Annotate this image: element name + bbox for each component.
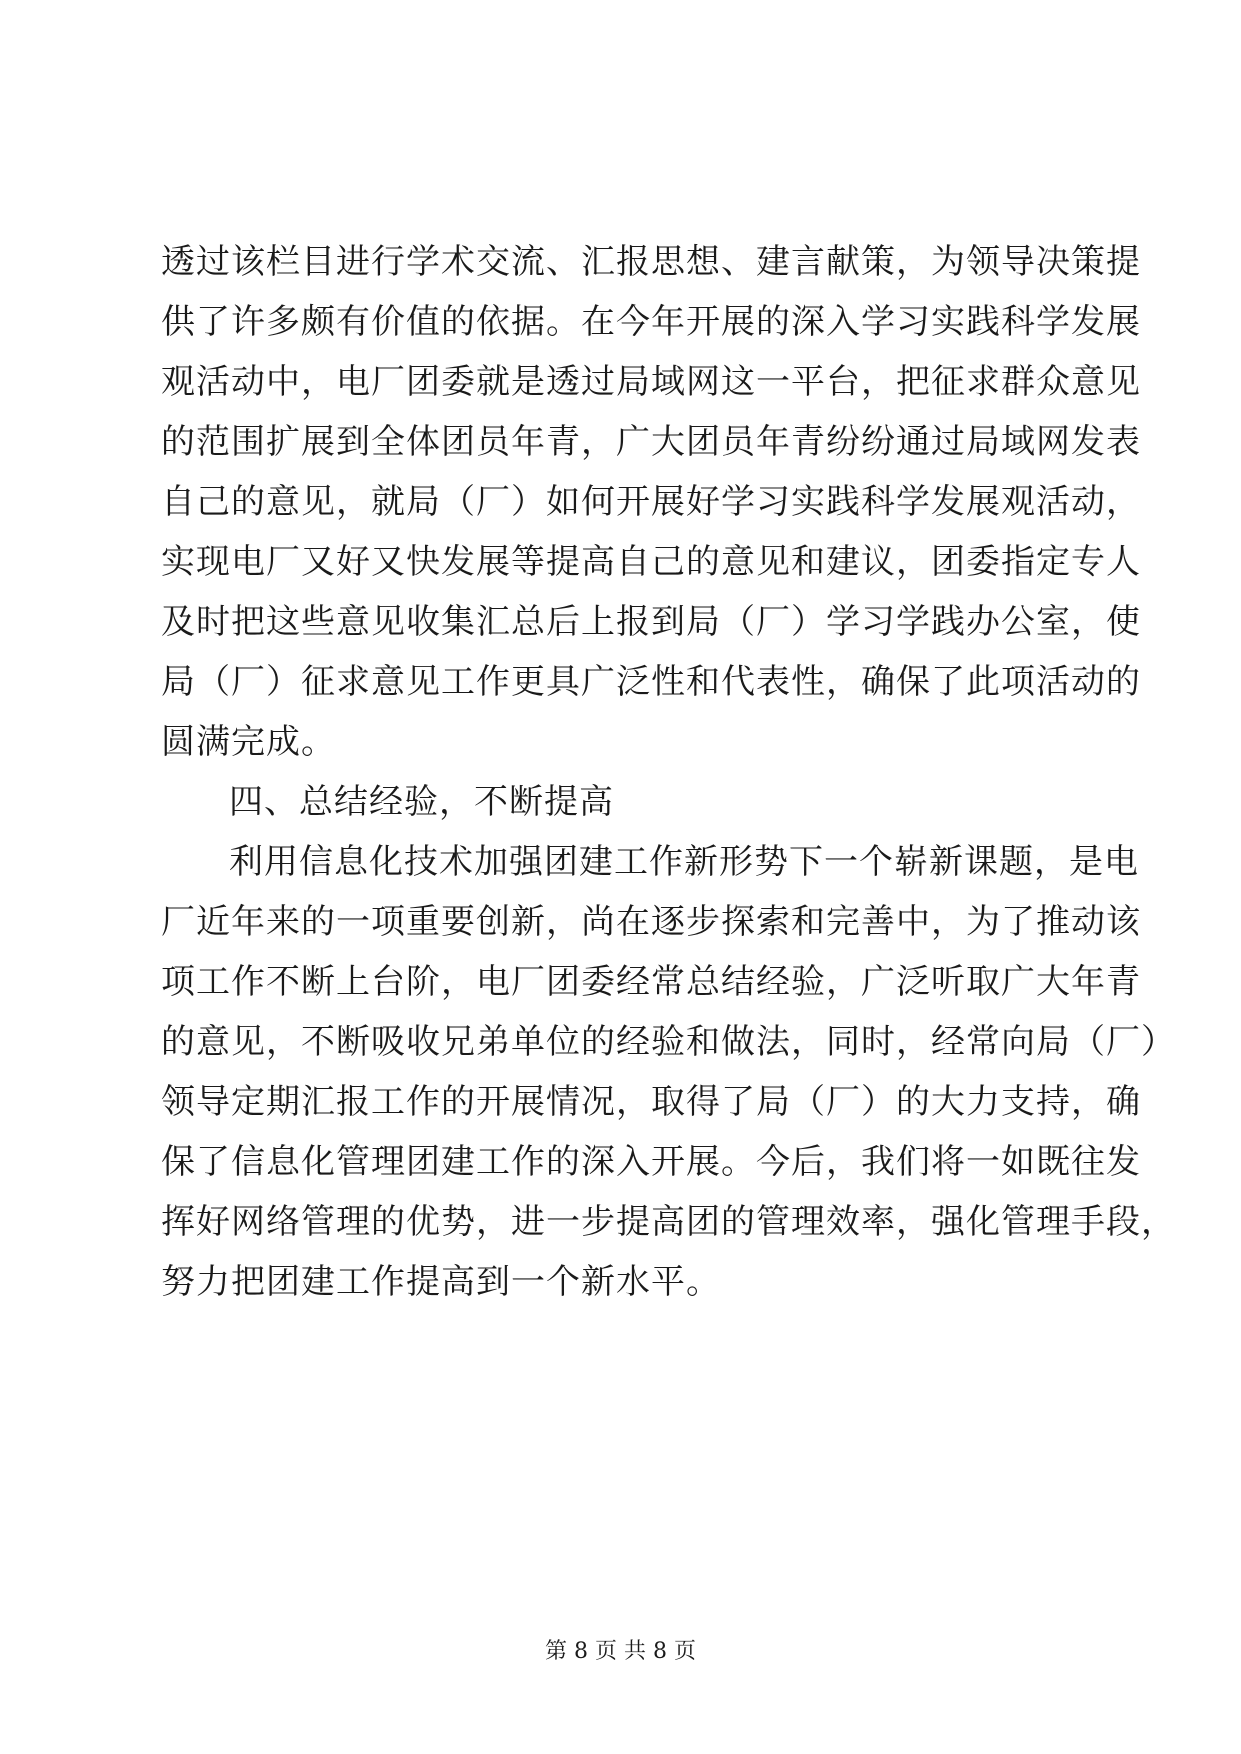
text-line: 局（厂）征求意见工作更具广泛性和代表性，确保了此项活动的 xyxy=(161,662,1141,702)
text-line: 及时把这些意见收集汇总后上报到局（厂）学习学践办公室，使 xyxy=(161,602,1141,642)
text-line: 利用信息化技术加强团建工作新形势下一个崭新课题，是电 xyxy=(229,842,1139,882)
text-line: 的意见，不断吸收兄弟单位的经验和做法，同时，经常向局（厂） xyxy=(161,1022,1176,1062)
text-line: 领导定期汇报工作的开展情况，取得了局（厂）的大力支持，确 xyxy=(161,1082,1141,1122)
document-body xyxy=(161,232,1176,1312)
page-footer: 第 8 页 共 8 页 xyxy=(545,1639,696,1664)
text-line: 供了许多颇有价值的依据。在今年开展的深入学习实践科学发展 xyxy=(161,302,1141,342)
text-line: 的范围扩展到全体团员年青，广大团员年青纷纷通过局域网发表 xyxy=(161,422,1141,462)
text-line: 挥好网络管理的优势，进一步提高团的管理效率，强化管理手段， xyxy=(161,1202,1176,1242)
text-line: 观活动中，电厂团委就是透过局域网这一平台，把征求群众意见 xyxy=(161,362,1141,402)
text-line: 圆满完成。 xyxy=(161,722,336,762)
text-line: 厂近年来的一项重要创新，尚在逐步探索和完善中，为了推动该 xyxy=(161,902,1141,942)
text-line: 努力把团建工作提高到一个新水平。 xyxy=(161,1262,721,1302)
text-line: 保了信息化管理团建工作的深入开展。今后，我们将一如既往发 xyxy=(161,1142,1141,1182)
section-heading: 四、总结经验，不断提高 xyxy=(229,782,614,822)
text-line: 自己的意见，就局（厂）如何开展好学习实践科学发展观活动， xyxy=(161,482,1141,522)
text-line: 透过该栏目进行学术交流、汇报思想、建言献策，为领导决策提 xyxy=(161,242,1141,282)
text-line: 项工作不断上台阶，电厂团委经常总结经验，广泛听取广大年青 xyxy=(161,962,1141,1002)
text-line: 实现电厂又好又快发展等提高自己的意见和建议，团委指定专人 xyxy=(161,542,1141,582)
